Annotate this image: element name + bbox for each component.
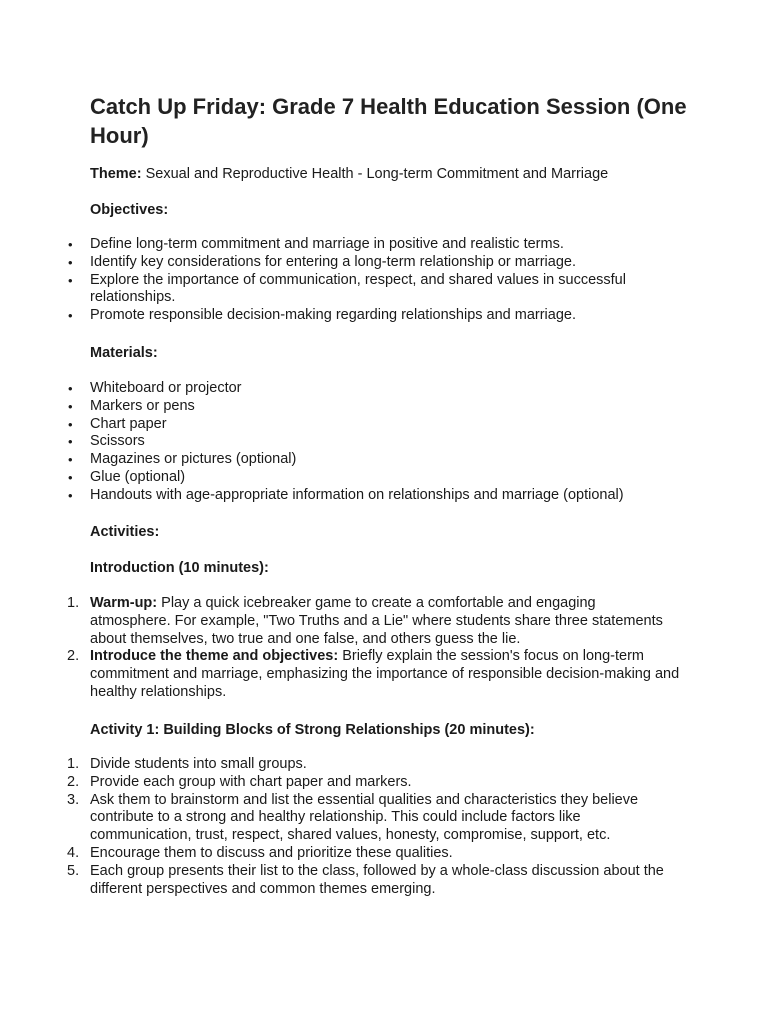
item-lead: Introduce the theme and objectives: <box>90 648 339 665</box>
materials-heading <box>90 344 158 362</box>
activity1-heading <box>90 721 535 739</box>
list-item: • Identify key considerations for entering a long-term relationship or marriage. <box>90 254 690 272</box>
theme-line <box>90 165 608 183</box>
item-text: Provide each group with chart paper and markers. <box>90 773 412 790</box>
list-item: • Magazines or pictures (optional) <box>90 451 690 469</box>
item-number: 1. <box>67 756 80 772</box>
list-item: • Chart paper <box>90 416 690 434</box>
list-item: • Glue (optional) <box>90 469 690 487</box>
objectives-heading <box>90 201 168 219</box>
list-item <box>67 844 680 863</box>
item-number: 2. <box>67 773 80 790</box>
list-item: • Whiteboard or projector <box>90 380 690 398</box>
item-text: Encourage them to discuss and prioritize these qualities. <box>90 844 453 861</box>
activities-heading <box>90 523 159 541</box>
item-number: 5. <box>67 862 80 879</box>
item-number: 3. <box>67 791 80 808</box>
list-item <box>67 862 680 899</box>
materials-heading-text: Materials: <box>90 345 158 361</box>
item-text: Ask them to brainstorm and list the essential qualities and characteristics they believe contribute to a strong and healthy relationship. This could include factors like communication, trust, respect, shared values, honesty, compromise, support, etc. <box>90 791 639 844</box>
list-item: • Define long-term commitment and marriage in positive and realistic terms. <box>90 236 690 254</box>
item-text: Briefly explain the session's focus on long-term commitment and marriage, emphasizing the importance of responsible decision-making and healthy relationships. <box>90 648 680 700</box>
objectives-heading-text: Objectives: <box>90 202 169 218</box>
list-item: • Promote responsible decision-making regarding relationships and marriage. <box>90 307 690 325</box>
list-item: • Scissors <box>90 433 690 451</box>
activity1-list <box>67 756 680 898</box>
objectives-list <box>90 236 690 325</box>
theme-text: Sexual and Reproductive Health - Long-term Commitment and Marriage <box>145 166 609 182</box>
list-item <box>67 648 680 701</box>
introduction-list <box>67 595 680 702</box>
list-item <box>67 595 680 648</box>
list-item: • Explore the importance of communication, respect, and shared values in successful relationships. <box>90 272 690 308</box>
item-number: 4. <box>67 844 80 861</box>
activities-heading-text: Activities: <box>90 524 160 540</box>
list-item: • Handouts with age-appropriate information on relationships and marriage (optional) <box>90 487 690 505</box>
page-title: Catch Up Friday: Grade 7 Health Education Session (One Hour) <box>90 94 687 148</box>
activity1-heading-text: Activity 1: Building Blocks of Strong Relationships (20 minutes): <box>90 722 535 738</box>
introduction-heading <box>90 559 269 577</box>
list-item: • Markers or pens <box>90 398 690 416</box>
item-text: Each group presents their list to the class, followed by a whole-class discussion about the different perspectives and common themes emerging. <box>90 862 664 897</box>
list-item <box>67 756 680 774</box>
item-number: 1. <box>67 595 80 611</box>
list-item <box>67 791 680 845</box>
item-text: Play a quick icebreaker game to create a comfortable and engaging atmosphere. For example, "Two Truths and a Lie" where students share three statements about themselves, two true and one false, and others guess the lie. <box>90 595 663 647</box>
theme-label: Theme: <box>90 166 142 182</box>
item-lead: Warm-up: <box>90 595 158 611</box>
materials-list <box>90 380 690 505</box>
list-item <box>67 773 680 792</box>
item-text: Divide students into small groups. <box>90 756 307 772</box>
item-number: 2. <box>67 648 80 665</box>
introduction-heading-text: Introduction (10 minutes): <box>90 560 269 576</box>
